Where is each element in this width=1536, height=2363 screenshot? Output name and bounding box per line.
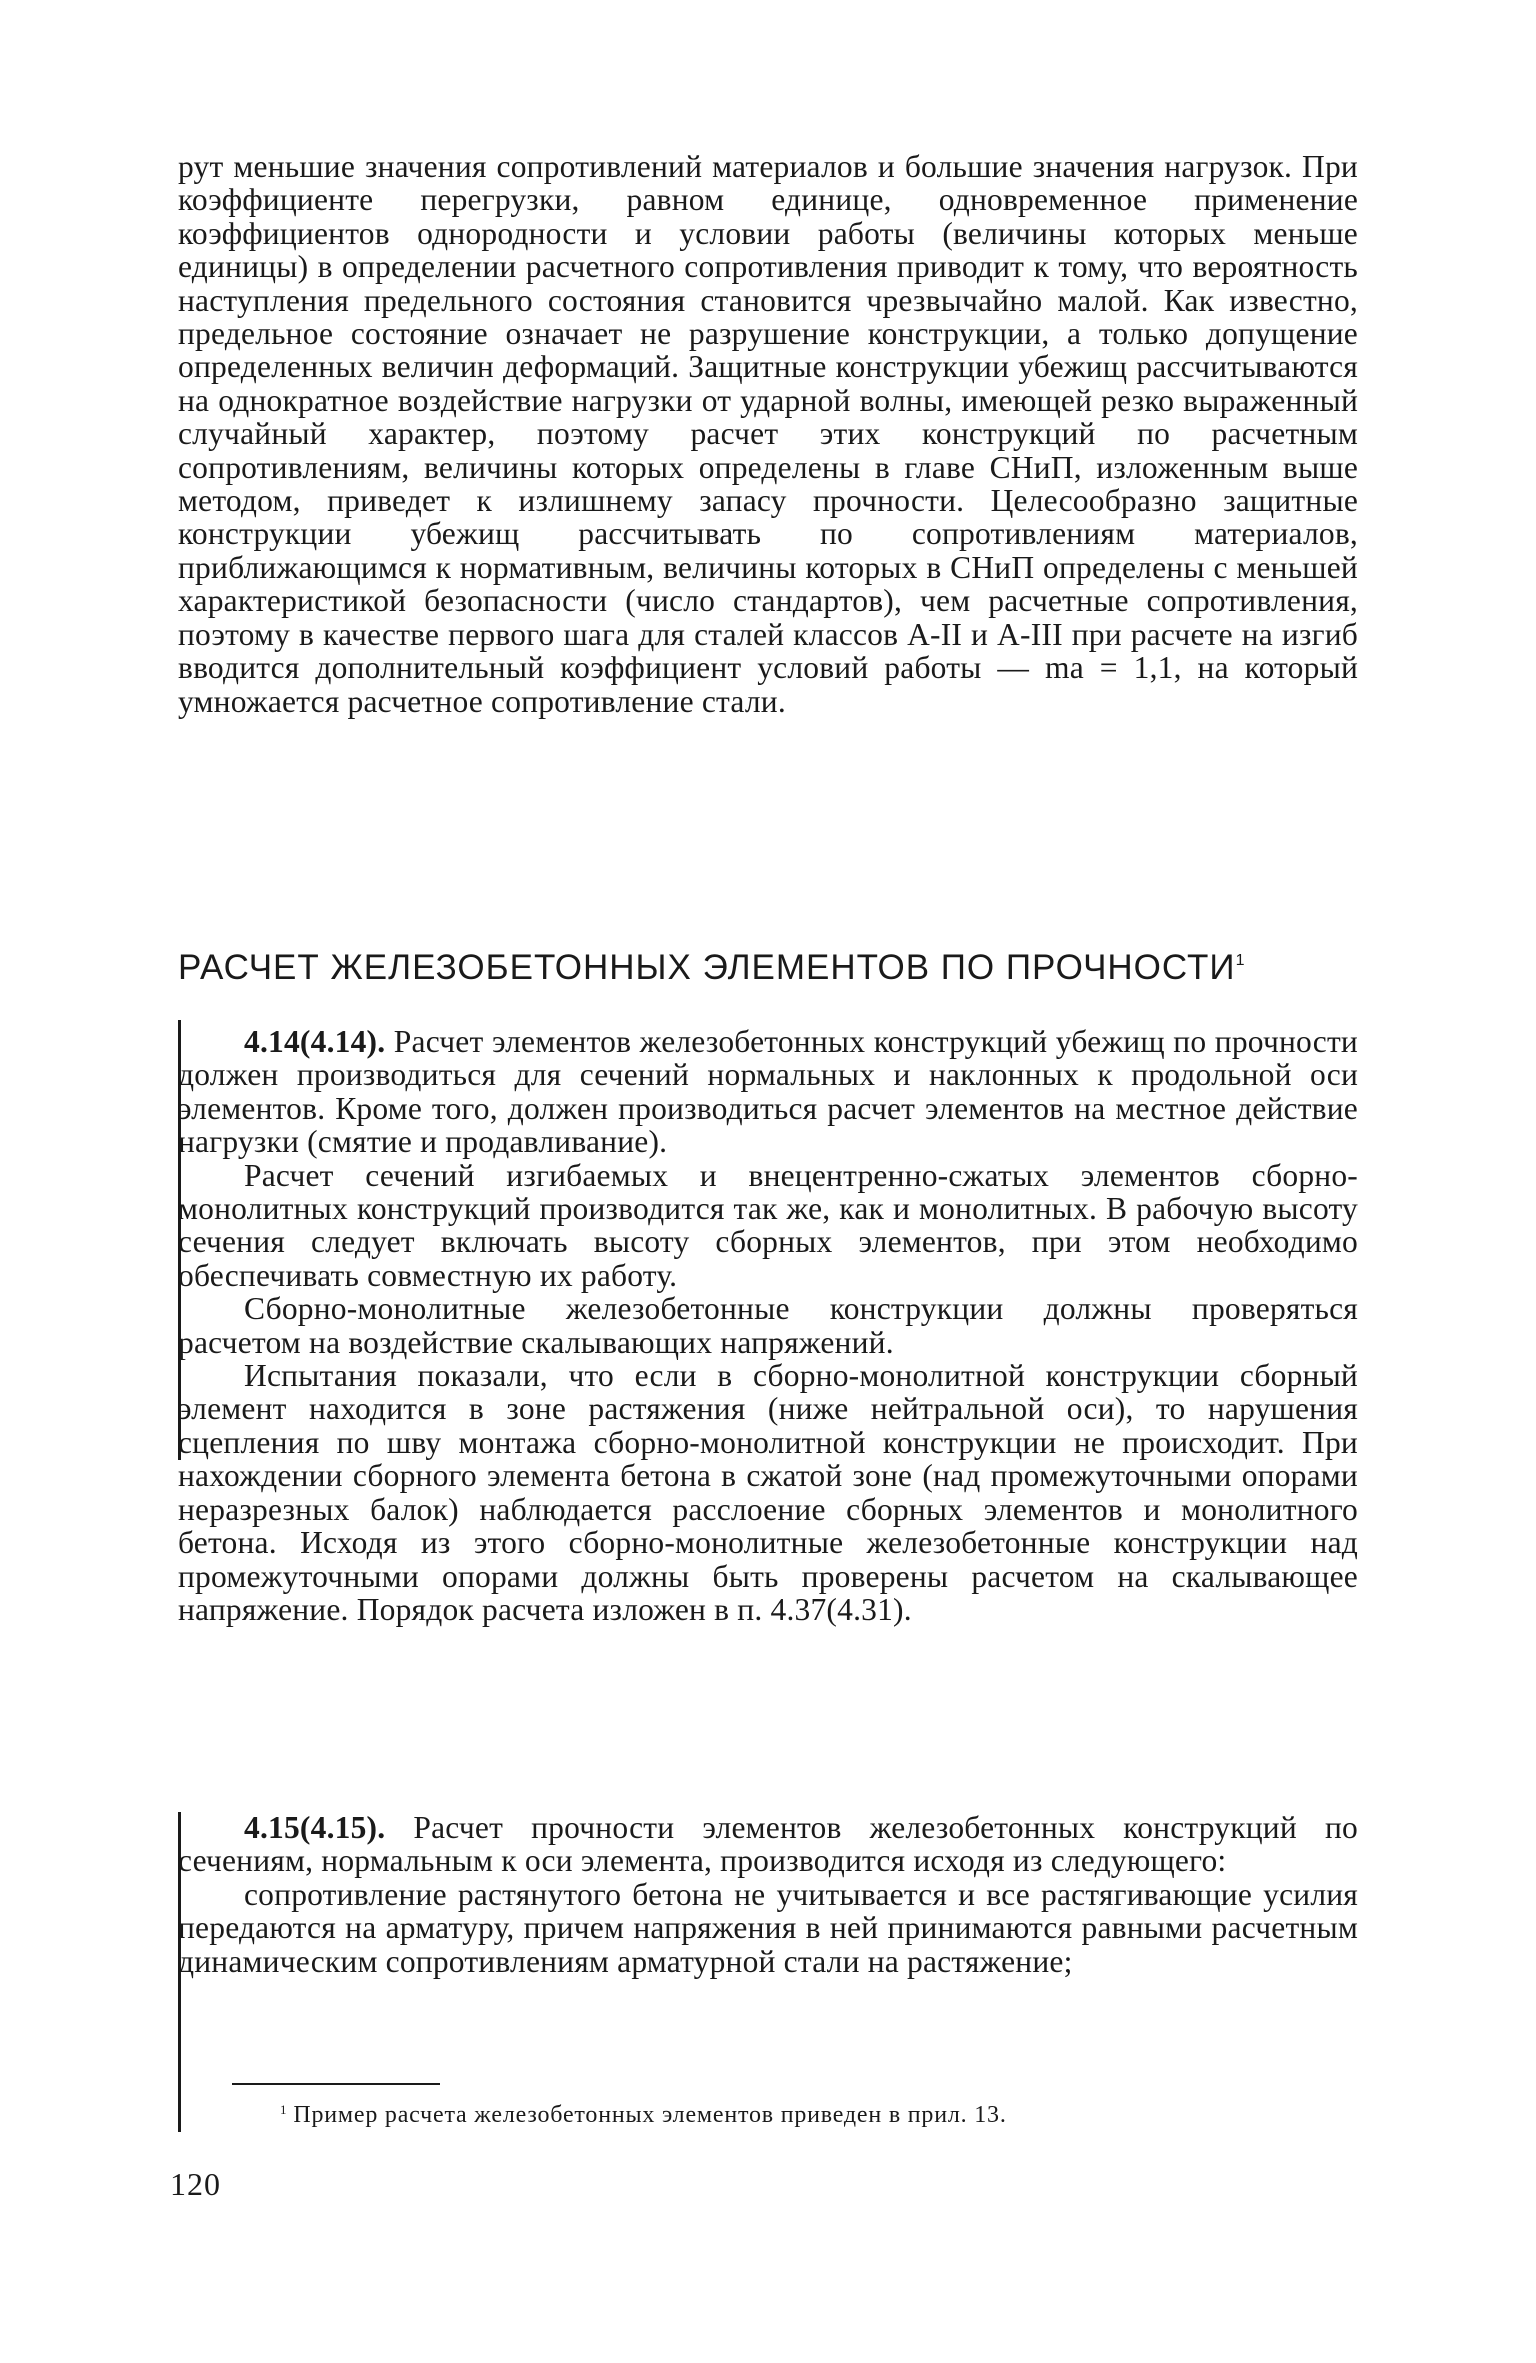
- footnote-mark: 1: [280, 2102, 288, 2117]
- clause-4-14-paragraph-2: Расчет сечений изгибаемых и внецентренно-сжатых элементов сборно-монолитных конструкций производится так же, как и монолитных. В рабочую высоту сечения следует включать высоту сборных элементов, при этом необходимо обеспечивать совместную их работу.: [178, 1157, 1358, 1293]
- footnote-text: Пример расчета железобетонных элементов приведен в прил. 13.: [293, 2102, 1007, 2128]
- clause-4-14-text: Расчет элементов железобетонных конструкций убежищ по прочности должен производиться для сечений нормальных и наклонных к продольной оси элементов. Кроме того, должен производиться расчет элементов на местное действие нагрузки (смятие и продавливание).: [178, 1024, 1358, 1160]
- page-number: 120: [170, 2166, 221, 2202]
- clause-4-15-number: 4.15(4.15).: [244, 1810, 386, 1845]
- footnote: [280, 2095, 1360, 2130]
- intro-paragraph: [178, 150, 1358, 718]
- clause-4-14-number: 4.14(4.14).: [244, 1024, 386, 1059]
- clause-4-15-paragraph-1: [178, 1811, 1358, 1878]
- heading-footnote-mark: 1: [1235, 952, 1246, 969]
- intro-text: рут меньшие значения сопротивлений материалов и большие значения нагрузок. При коэффициенте перегрузки, равном единице, одновременное применение коэффициентов однородности и условии работы (величины которых меньше единицы) в определении расчетного сопротивления приводит к тому, что вероятность наступления предельного состояния становится чрезвычайно малой. Как известно, предельное состояние означает не разрушение конструкции, а только допущение определенных величин деформаций. Защитные конструкции убежищ рассчитываются на однократное воздействие нагрузки от ударной волны, имеющей резко выраженный случайный характер, поэтому расчет этих конструкций по расчетным сопротивлениям, величины которых определены в главе СНиП, изложенным выше методом, приведет к излишнему запасу прочности. Целесообразно защитные конструкции убежищ рассчитывать по сопротивлениям материалов, приближающимся к нормативным, величины которых в СНиП определены с меньшей характеристикой безопасности (число стандартов), чем расчетные сопротивления, поэтому в качестве первого шага для сталей классов А-II и А-III при расчете на изгиб вводится дополнительный коэффициент условий работы — mа = 1,1, на который умножается расчетное сопротивление стали.: [178, 149, 1358, 719]
- section-heading: [178, 948, 1358, 988]
- section-heading-text: РАСЧЕТ ЖЕЛЕЗОБЕТОННЫХ ЭЛЕМЕНТОВ ПО ПРОЧНОСТИ: [178, 948, 1236, 987]
- footnote-divider: [232, 2083, 440, 2085]
- clause-4-15-text: Расчет прочности элементов железобетонных конструкций по сечениям, нормальным к оси элемента, производится исходя из следующего:: [178, 1810, 1358, 1879]
- clause-4-14: [178, 1025, 1358, 1626]
- clause-4-15: [178, 1811, 1358, 1978]
- clause-4-14-paragraph-3: Сборно-монолитные железобетонные конструкции должны проверяться расчетом на воздействие скалывающих напряжений.: [178, 1291, 1358, 1360]
- clause-4-14-paragraph-1: [178, 1025, 1358, 1159]
- clause-4-15-paragraph-2: сопротивление растянутого бетона не учитывается и все растягивающие усилия передаются на арматуру, причем напряжения в ней принимаются равными расчетным динамическим сопротивлениям арматурной стали на растяжение;: [178, 1876, 1358, 1979]
- clause-4-14-paragraph-4: Испытания показали, что если в сборно-монолитной конструкции сборный элемент находится в зоне растяжения (ниже нейтральной оси), то нарушения сцепления по шву монтажа сборно-монолитной конструкции не происходит. При нахождении сборного элемента бетона в сжатой зоне (над промежуточными опорами неразрезных балок) наблюдается расслоение сборных элементов и монолитного бетона. Исходя из этого сборно-монолитные железобетонные конструкции над промежуточными опорами должны быть проверены расчетом на скалывающее напряжение. Порядок расчета изложен в п. 4.37(4.31).: [178, 1358, 1358, 1627]
